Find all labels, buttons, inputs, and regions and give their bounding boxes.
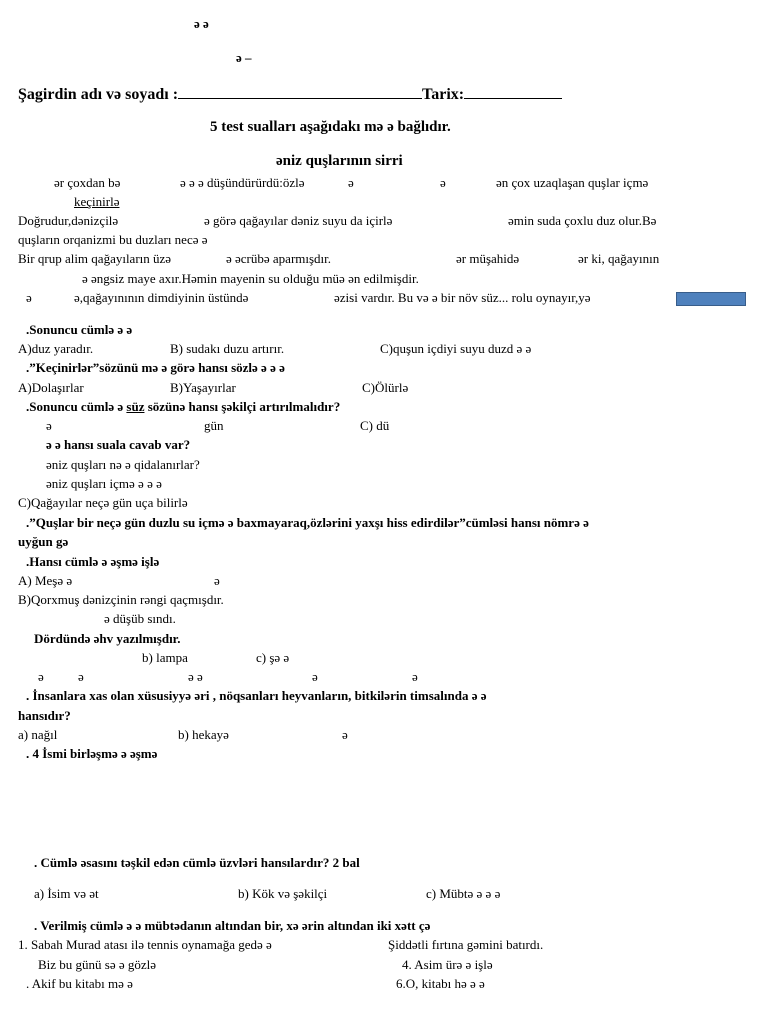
- question-2-option-c: C)Ölürlə: [362, 380, 409, 395]
- text-line-1b: ə ə ə düşündürürdü:özlə: [180, 175, 305, 190]
- text-line-5d: ər ki, qağayının: [578, 251, 660, 266]
- blue-rectangle-shape: [676, 292, 746, 306]
- question-6-option-b: B)Qorxmuş dənizçinin rəngi qaçmışdır.: [18, 592, 224, 607]
- question-3-stem-end: sözünə hansı şəkilçi artırılmalıdır?: [144, 399, 341, 414]
- question-3-stem-word: süz: [126, 399, 145, 414]
- question-7-row-5: ə: [412, 669, 418, 684]
- question-1-option-b: B) sudakı duzu artırır.: [170, 341, 285, 356]
- question-5-stem: .”Quşlar bir neçə gün duzlu su içmə ə baxmayaraq,özlərini yaxşı hiss edirdilər”cümləsi hansı nömrə ə: [26, 515, 589, 530]
- question-8-option-c: ə: [342, 727, 348, 742]
- question-3-option-a: ə: [46, 418, 52, 433]
- question-5-stem-cont: uyğun gə: [18, 534, 69, 549]
- question-1-option-c: C)quşun içdiyi suyu duzd ə ə: [380, 341, 532, 356]
- student-info-row: [18, 86, 562, 103]
- intro-line: 5 test sualları aşağıdakı mə ə bağlıdır.: [210, 119, 451, 135]
- question-4-option-b: əniz quşları içmə ə ə ə: [46, 476, 162, 491]
- question-3-option-c: C) dü: [360, 418, 390, 433]
- question-2-option-a: A)Dolaşırlar: [18, 380, 84, 395]
- text-line-3a: Doğrudur,dənizçilə: [18, 213, 119, 228]
- question-10-stem: . Cümlə əsasını təşkil edən cümlə üzvləri hansılardır? 2 bal: [34, 855, 360, 870]
- sentence-2: Şiddətli fırtına gəmini batırdı.: [388, 937, 544, 952]
- text-line-7c: əzisi vardır. Bu və ə bir növ süz... rolu oynayır,yə: [334, 290, 591, 305]
- text-line-1d: ə: [440, 175, 446, 190]
- text-line-7a: ə: [26, 290, 32, 305]
- text-line-3c: əmin suda çoxlu duz olur.Bə: [508, 213, 657, 228]
- text-line-1c: ə: [348, 175, 354, 190]
- text-line-4: quşların orqanizmi bu duzları necə ə: [18, 232, 208, 247]
- question-1-option-a: A)duz yaradır.: [18, 341, 94, 356]
- question-11-stem: . Verilmiş cümlə ə ə mübtədanın altından bir, xə ərin altından iki xətt çə: [34, 918, 431, 933]
- header-line-2: ə –: [236, 50, 252, 65]
- question-6-option-c: ə düşüb sındı.: [104, 611, 176, 626]
- question-4-option-c: C)Qağayılar neçə gün uça bilirlə: [18, 495, 188, 510]
- text-line-3b: ə görə qağayılar dəniz suyu da içirlə: [204, 213, 393, 228]
- sentence-6: 6.O, kitabı hə ə ə: [396, 976, 485, 991]
- question-7-row-3: ə ə: [188, 669, 203, 684]
- question-2-stem: .”Keçinirlər”sözünü mə ə görə hansı sözlə ə ə ə: [26, 360, 285, 375]
- question-7-row-2: ə: [78, 669, 84, 684]
- question-6-stem: .Hansı cümlə ə əşmə işlə: [26, 554, 160, 569]
- question-3-stem-start: .Sonuncu cümlə ə: [26, 399, 127, 414]
- text-line-5b: ə əcrübə aparmışdır.: [226, 251, 332, 266]
- sentence-4: 4. Asim ürə ə işlə: [402, 957, 493, 972]
- sentence-3: Biz bu günü sə ə gözlə: [38, 957, 157, 972]
- question-10-option-a: a) İsim və ət: [34, 886, 99, 901]
- question-7-row-4: ə: [312, 669, 318, 684]
- question-7-option-c: c) şə ə: [256, 650, 290, 665]
- question-6-option-a: A) Meşə ə: [18, 573, 73, 588]
- date-blank[interactable]: [464, 86, 562, 99]
- text-line-2: keçinirlə: [74, 194, 120, 209]
- question-1-stem: .Sonuncu cümlə ə ə: [26, 322, 133, 337]
- text-line-1a: ər çoxdan bə: [54, 175, 121, 190]
- question-8-option-a: a) nağıl: [18, 727, 58, 742]
- question-4-option-a: əniz quşları nə ə qidalanırlar?: [46, 457, 200, 472]
- text-line-7b: ə,qağayınının dimdiyinin üstündə: [74, 290, 249, 305]
- sentence-1: 1. Sabah Murad atası ilə tennis oynamağa gedə ə: [18, 937, 272, 952]
- text-line-5a: Bir qrup alim qağayıların üzə: [18, 251, 172, 266]
- question-7-stem: Dördündə əhv yazılmışdır.: [34, 631, 181, 646]
- question-3-option-b: gün: [204, 418, 224, 433]
- question-9-stem: . 4 İsmi birləşmə ə əşmə: [26, 746, 158, 761]
- question-2-option-b: B)Yaşayırlar: [170, 380, 236, 395]
- question-8-option-b: b) hekayə: [178, 727, 229, 742]
- text-line-6: ə əngsiz maye axır.Həmin mayenin su olduğu müə ən edilmişdir.: [82, 271, 419, 286]
- question-3-stem: [26, 399, 340, 415]
- question-6-option-a-end: ə: [214, 573, 220, 588]
- question-7-row-1: ə: [38, 669, 44, 684]
- text-line-1e: ən çox uzaqlaşan quşlar içmə: [496, 175, 649, 190]
- text-title: əniz quşlarının sirri: [276, 153, 403, 169]
- question-4-stem: ə ə hansı suala cavab var?: [46, 437, 191, 452]
- question-7-option-b: b) lampa: [142, 650, 188, 665]
- question-10-option-c: c) Mübtə ə ə ə: [426, 886, 501, 901]
- student-name-blank[interactable]: [178, 86, 422, 99]
- date-label: Tarix:: [422, 86, 465, 103]
- text-line-5c: ər müşahidə: [456, 251, 520, 266]
- sentence-5: . Akif bu kitabı mə ə: [26, 976, 133, 991]
- question-10-option-b: b) Kök və şəkilçi: [238, 886, 328, 901]
- question-8-stem: . İnsanlara xas olan xüsusiyyə əri , nöqsanları heyvanların, bitkilərin timsalında ə ə: [26, 688, 487, 703]
- question-8-stem-cont: hansıdır?: [18, 708, 71, 723]
- student-name-label: Şagirdin adı və soyadı :: [18, 86, 179, 103]
- header-line-1: ə ə: [194, 16, 209, 31]
